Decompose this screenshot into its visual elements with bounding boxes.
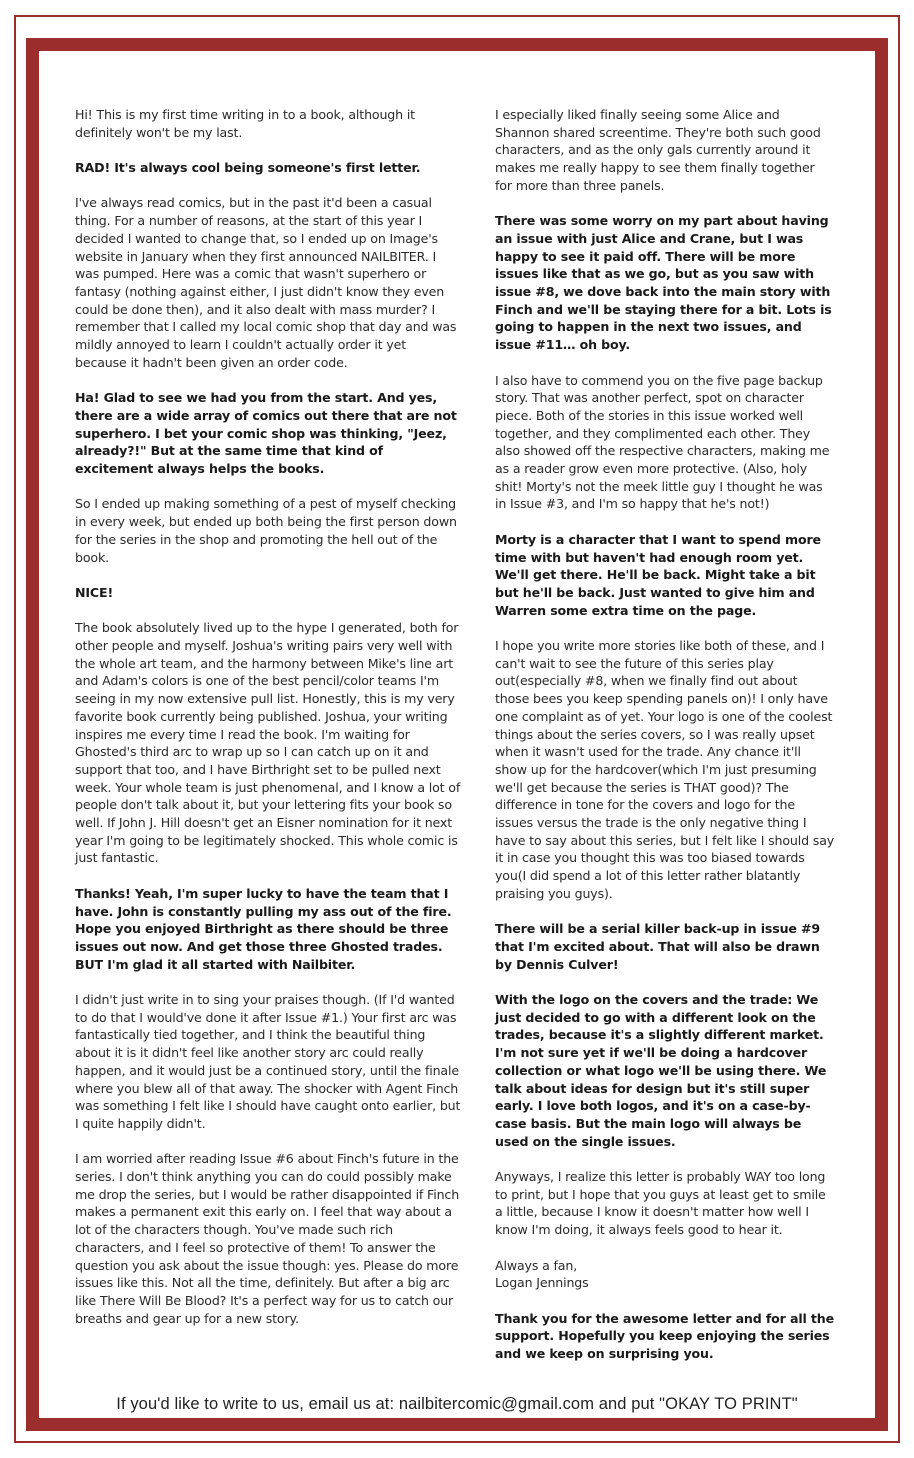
letter-paragraph: I also have to commend you on the five page backup story. That was another perfect, spot on character piece. Both of the stories in this issue worked well together, and they complimented each other. They also showed off the respective characters, making me as a reader grow even more protective. (Also, holy shit! Morty's not the meek little guy I thought he was in Issue #3, and I'm so happy that he's not!): [495, 372, 830, 512]
letter-paragraph: Anyways, I realize this letter is probably WAY too long to print, but I hope that you guys at least get to smile a little, because I know it doesn't matter how well I know I'm doing, it always feels good to hear it.: [495, 1169, 826, 1238]
reply-paragraph: NICE!: [75, 584, 114, 600]
letter-paragraph: I am worried after reading Issue #6 about Finch's future in the series. I don't think anything you can do could possibly make me drop the series, but I would be rather disappointed if Finch makes a permanent exit this early on. I feel that way about a lot of the characters though. You've made such rich characters, and I feel so protective of them! To answer the question you ask about the issue though: yes. Please do more issues like this. Not all the time, definitely. But after a big arc like There Will Be Blood? It's a perfect way for us to catch our breaths and gear up for a new story.: [75, 1151, 460, 1326]
letter-paragraph: The book absolutely lived up to the hype I generated, both for other people and myself. Joshua's writing pairs very well with the whole art team, and the harmony between Mike's line art and Adam's colors is one of the best pencil/color teams I'm seeing in my now extensive pull list. Honestly, this is my very favorite book currently being published. Joshua, your writing inspires me every time I read the book. I'm waiting for Ghosted's third arc to wrap up so I can catch up on it and support that too, and I have Birthright set to be pulled next week. Your whole team is just phenomenal, and I know a lot of people don't talk about it, but your lettering fits your book so well. If John J. Hill doesn't get an Eisner nomination for it next year I'm going to be legitimately shocked. This whole comic is just fantastic.: [75, 620, 461, 866]
letter-paragraph: I didn't just write in to sing your praises though. (If I'd wanted to do that I would've done it after Issue #1.) Your first arc was fantastically tied together, and I think the beautiful thing about it is it didn't feel like another story arc could really happen, and it would just be a continued story, until the finale where you blew all of that away. The shocker with Agent Finch was something I felt like I should have caught onto earlier, but I quite happily didn't.: [75, 992, 461, 1131]
reply-paragraph: There will be a serial killer back-up in issue #9 that I'm excited about. That will also be drawn by Dennis Culver!: [495, 921, 821, 972]
signature-name: Logan Jennings: [495, 1275, 589, 1291]
reply-paragraph: With the logo on the covers and the trade: We just decided to go with a different look on the trades, because it's a slightly different market. I'm not sure yet if we'll be doing a hardcover collection or what logo we'll be using there. We talk about ideas for design but it's still super early. I love both logos, and it's on a case-by-case basis. But the main logo will always be used on the single issues.: [495, 992, 827, 1149]
reply-paragraph: Thanks! Yeah, I'm super lucky to have the team that I have. John is constantly pulling my ass out of the fire. Hope you enjoyed Birthright as there should be three issues out now. And get those three Ghosted trades. BUT I'm glad it all started with Nailbiter.: [75, 885, 452, 972]
reply-paragraph: RAD! It's always cool being someone's first letter.: [75, 160, 421, 176]
reply-paragraph: Morty is a character that I want to spend more time with but haven't had enough room yet. We'll get there. He'll be back. Might take a bit but he'll be back. Just wanted to give him and Warren some extra time on the page.: [495, 531, 821, 618]
reply-paragraph: Thank you for the awesome letter and for all the support. Hopefully you keep enjoying the series and we keep on surprising you.: [495, 1310, 834, 1362]
letter-paragraph: I especially liked finally seeing some Alice and Shannon shared screentime. They're both such good characters, and as the only gals currently around it makes me really happy to see them finally together for more than three panels.: [495, 107, 821, 193]
left-column: [75, 106, 461, 1345]
letter-paragraph: Hi! This is my first time writing in to a book, although it definitely won't be my last.: [75, 107, 415, 140]
right-column: [495, 106, 835, 1380]
letter-paragraph: I've always read comics, but in the past it'd been a casual thing. For a number of reasons, at the start of this year I decided I wanted to change that, so I ended up on Image's website in January when they first announced NAILBITER. I was pumped. Here was a comic that wasn't superhero or fantasy (nothing against either, I just didn't know they even could be done then), and it also dealt with mass murder? I remember that I called my local comic shop that day and was mildly annoyed to learn I couldn't actually order it yet because it hadn't been given an order code.: [75, 195, 457, 370]
footer-contact-note: If you'd like to write to us, email us at: nailbitercomic@gmail.com and put "OKAY TO PRINT": [116, 1395, 798, 1413]
letter-paragraph: I hope you write more stories like both of these, and I can't wait to see the future of this series play out(especially #8, when we finally find out about those bees you keep spending panels on)! I only have one complaint as of yet. Your logo is one of the coolest things about the series covers, so I was really upset when it wasn't used for the trade. Any chance it'll show up for the hardcover(which I'm just presuming we'll get because the series is THAT good)? The difference in tone for the covers and logo for the issues versus the trade is the only negative thing I have to say about this series, but I felt like I should say it in case you thought this was too biased towards you(I did spend a lot of this letter rather blatantly praising you guys).: [495, 638, 835, 901]
signature-closing: Always a fan,: [495, 1257, 578, 1273]
signature: [495, 1257, 835, 1292]
reply-paragraph: Ha! Glad to see we had you from the start. And yes, there are a wide array of comics out there that are not superhero. I bet your comic shop was thinking, "Jeez, already?!" But at the same time that kind of excitement always helps the books.: [75, 390, 457, 477]
reply-paragraph: There was some worry on my part about having an issue with just Alice and Crane, but I was happy to see it paid off. There will be more issues like that as we go, but as you saw with issue #8, we dove back into the main story with Finch and we'll be staying there for a bit. Lots is going to happen in the next two issues, and issue #11… oh boy.: [495, 213, 832, 353]
letter-paragraph: So I ended up making something of a pest of myself checking in every week, but ended up both being the first person down for the series in the shop and promoting the hell out of the book.: [75, 496, 457, 565]
